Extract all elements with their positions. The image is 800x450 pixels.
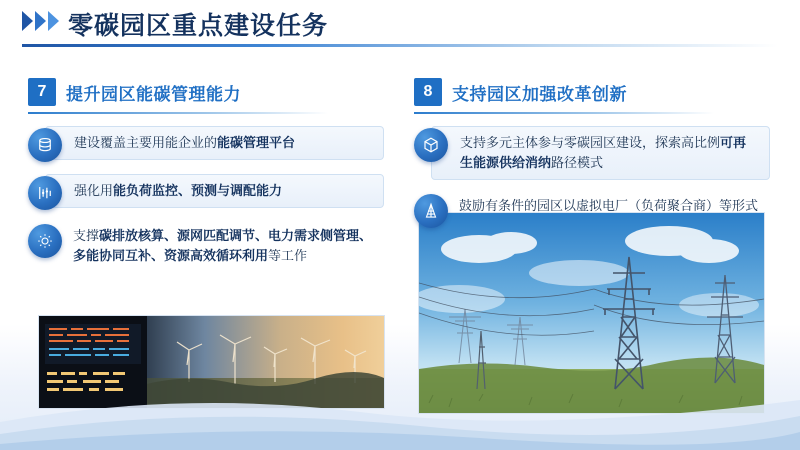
- transmission-tower-photo: [418, 212, 765, 414]
- text-run: 支持多元主体参与零碳园区建设，探索高比例: [460, 135, 721, 150]
- list-item-text: [431, 126, 770, 180]
- section-7-number: 7: [28, 78, 56, 106]
- list-item: [28, 174, 384, 210]
- text-run: 等工作: [268, 248, 308, 263]
- text-run: 强化用: [74, 183, 114, 198]
- section-7-underline: [28, 112, 328, 114]
- section-8-header: [414, 78, 770, 106]
- list-item-text: [45, 174, 384, 208]
- slide-header: [0, 0, 800, 52]
- page-title: 零碳园区重点建设任务: [68, 12, 329, 40]
- cube-box-icon: [414, 128, 448, 162]
- section-8-underline: [414, 112, 714, 114]
- text-run: 建设覆盖主要用能企业的: [74, 135, 218, 150]
- text-run-bold: 碳排放核算、源网匹配调节、电力需求侧管理、多能协同互补、资源高效循环利用: [73, 228, 373, 263]
- text-run: 路径模式: [551, 155, 604, 170]
- section-7-header: [28, 78, 384, 106]
- text-run-bold: 能负荷监控、预测与调配能力: [113, 183, 283, 198]
- text-run: 支撑: [73, 228, 100, 243]
- section-8-title: 支持园区加强改革创新: [452, 84, 627, 104]
- list-item-text: [45, 126, 384, 160]
- list-item: [414, 126, 770, 180]
- section-8-number: 8: [414, 78, 442, 106]
- section-7: [28, 78, 384, 270]
- text-run-bold: 能碳管理平台: [217, 135, 296, 150]
- power-plant-icon: [414, 194, 448, 228]
- database-icon: [28, 128, 62, 162]
- list-item-text: [45, 222, 384, 270]
- header-divider: [22, 44, 778, 47]
- wind-farm-photo: [38, 315, 385, 409]
- text-run-bold: 可再生能源供给消纳: [460, 135, 747, 170]
- list-item: [28, 222, 384, 270]
- gear-leaf-icon: [28, 224, 62, 258]
- list-item: [28, 126, 384, 162]
- text-run: 鼓励有条件的园区以虚拟电厂（负荷聚合商）等形式: [459, 198, 759, 213]
- section-7-title: 提升园区能碳管理能力: [66, 84, 241, 104]
- double-chevron-right-icon: [22, 11, 59, 31]
- monitor-wave-icon: [28, 176, 62, 210]
